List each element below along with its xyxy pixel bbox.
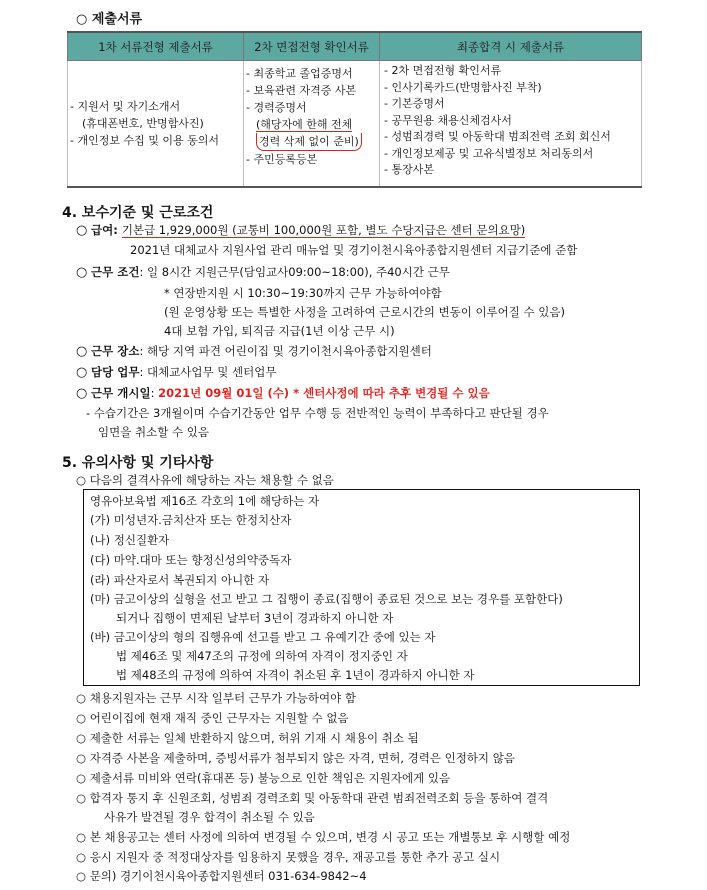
- hours-text: : 일 8시간 지원근무(담임교사09:00~18:00), 주40시간 근무: [139, 265, 450, 279]
- hours-note: 4대 보험 가입, 퇴직금 지급(1년 이상 근무 시): [164, 324, 395, 338]
- bullet-circle: ○: [76, 344, 88, 359]
- note-item: ○ 본 채용공고는 센터 사정에 의하여 변경될 수 있으며, 변경 시 공고 또는 개별통보 후 시행할 예정: [76, 830, 571, 844]
- pay-line: ○ 급여: 기본급 1,929,000원 (교통비 100,000원 포함, 별도 수당지급은 센터 문의요망): [76, 223, 526, 238]
- list-item: (다) 마약.대마 또는 향정신성의약중독자: [90, 553, 292, 567]
- note-item: 사유가 발견될 경우 합격이 취소될 수 있음: [104, 810, 315, 824]
- list-item: 되거나 집행이 면제된 날부터 3년이 경과하지 아니한 자: [116, 611, 394, 625]
- note-item: ○ 자격증 사본을 제출하며, 증빙서류가 첨부되지 않은 자격, 면허, 경력은 인정하지 않음: [76, 751, 515, 765]
- bullet-circle: ○: [76, 265, 88, 280]
- list-item: - 주민등록등본: [246, 153, 318, 166]
- table-row: [68, 61, 642, 188]
- list-item: 영유아보육법 제16조 각호의 1에 해당하는 자: [90, 494, 320, 508]
- hours-note: * 연장반지원 시 10:30~19:30까지 근무 가능하여야함: [164, 286, 442, 300]
- list-item: - 경력증명서: [246, 101, 307, 114]
- duty-text: : 대체교사업무 및 센터업무: [139, 365, 277, 379]
- section-5-title: 5. 유의사항 및 기타사항: [62, 455, 214, 471]
- place-label: 근무 장소: [91, 344, 140, 358]
- pay-note: 2021년 대체교사 지원사업 관리 매뉴얼 및 경기이천시육아종합지원센터 지급기준에 준함: [130, 243, 578, 257]
- list-item: (바) 금고이상의 형의 집행유예 선고를 받고 그 유예기간 중에 있는 자: [90, 630, 436, 644]
- list-item: (나) 정신질환자: [90, 533, 170, 547]
- list-item: 법 제48조의 규정에 의하여 자격이 취소된 후 1년이 경과하지 아니한 자: [116, 668, 475, 682]
- section-4-title: 4. 보수기준 및 근로조건: [62, 205, 214, 221]
- highlighted-note: 경력 삭제 없이 준비): [256, 133, 362, 151]
- first-round-docs-cell: [68, 61, 244, 188]
- note-item: ○ 채용지원자는 근무 시작 일부터 근무가 가능하여야 함: [76, 691, 357, 705]
- list-item: (가) 미성년자.금치산자 또는 한정치산자: [90, 513, 292, 527]
- list-item: - 최종학교 졸업증명서: [246, 67, 353, 80]
- table-header-row: [68, 32, 642, 61]
- highlighted-note: (해당자에 한해 전체: [256, 118, 353, 131]
- column-header: 1차 서류전형 제출서류: [68, 32, 244, 61]
- disqualification-intro: ○ 다음의 결격사유에 해당하는 자는 채용할 수 없음: [76, 473, 334, 487]
- bullet-circle: ○: [76, 365, 88, 380]
- probation-line: - 수습기간은 3개월이며 수습기간동안 업무 수행 등 전반적인 능력이 부족하다고 판단될 경우: [86, 406, 549, 420]
- final-docs-cell: [380, 61, 642, 188]
- place-text: : 해당 지역 파견 어린이집 및 경기이천시육아종합지원센터: [139, 344, 432, 358]
- bullet-circle: ○: [76, 223, 88, 238]
- hours-line: [76, 264, 450, 280]
- column-header: 2차 면접전형 확인서류: [244, 32, 380, 61]
- interview-docs-cell: [244, 61, 380, 188]
- list-item: (휴대폰번호, 반명함사진): [82, 117, 204, 130]
- probation-line: 임면을 취소할 수 있음: [98, 425, 209, 439]
- list-item: - 기본증명서: [384, 97, 445, 110]
- list-item: - 개인정보제공 및 고유식별정보 처리동의서: [384, 146, 594, 160]
- list-item: - 공무원용 채용신체검사서: [384, 113, 512, 127]
- list-item: - 지원서 및 자기소개서: [70, 100, 181, 113]
- note-item: ○ 제출한 서류는 일체 반환하지 않으며, 허위 기재 시 채용이 취소 됨: [76, 731, 419, 745]
- list-item: - 통장사본: [384, 163, 434, 176]
- start-text: :: [150, 386, 159, 400]
- contact-line: ○ 문의) 경기이천시육아종합지원센터 031-634-9842~4: [76, 869, 367, 883]
- duty-line: [76, 364, 277, 380]
- pay-text: 기본급 1,929,000원 (교통비 100,000원 포함, 별도 수당지급은 센터 문의요망): [121, 223, 526, 237]
- bullet-circle: ○: [76, 386, 88, 401]
- hours-label: 근무 조건: [91, 265, 140, 279]
- list-item: (라) 파산자로서 복권되지 아니한 자: [90, 573, 270, 587]
- start-date: 2021년 09월 01일 (수) * 센터사정에 따라 추후 변경될 수 있음: [158, 386, 490, 400]
- note-item: ○ 제출서류 미비와 연락(휴대폰 등) 불능으로 인한 책임은 지원자에게 있음: [76, 771, 451, 785]
- place-line: [76, 343, 432, 359]
- list-item: (마) 금고이상의 실형을 선고 받고 그 집행이 종료(집행이 종료된 것으로 보는 경우를 포함한다): [90, 592, 563, 606]
- list-item: - 개인정보 수집 및 이용 동의서: [70, 134, 219, 147]
- list-item: 법 제46조 및 제47조의 규정에 의하여 자격이 정지중인 자: [116, 649, 408, 663]
- start-line: [76, 385, 490, 401]
- list-item: - 성범죄경력 및 아동학대 범죄전력 조회 회신서: [384, 130, 611, 143]
- submit-docs-table: [67, 31, 642, 188]
- submit-docs-heading: ○ 제출서류: [76, 12, 143, 27]
- start-label: 근무 개시일: [91, 386, 151, 400]
- list-item: - 인사기록카드(반명함사진 부착): [384, 80, 542, 94]
- list-item: - 2차 면접전형 확인서류: [384, 64, 502, 77]
- hours-note: (원 운영상황 또는 특별한 사정을 고려하여 근로시간의 변동이 이루어질 수 있음): [164, 305, 566, 319]
- column-header: 최종합격 시 제출서류: [380, 32, 642, 61]
- duty-label: 담당 업무: [91, 365, 140, 379]
- note-item: ○ 합격자 통지 후 신원조회, 성범죄 경력조회 및 아동학대 관련 범죄전력조회 등을 통하여 결격: [76, 791, 549, 805]
- list-item: - 보육관련 자격증 사본: [246, 84, 357, 97]
- note-item: ○ 응시 지원자 중 적정대상자를 임용하지 못했을 경우, 재공고를 통한 추가 공고 실시: [76, 850, 501, 864]
- pay-label: 급여: [91, 223, 114, 237]
- note-item: ○ 어린이집에 현재 재직 중인 근무자는 지원할 수 없음: [76, 711, 349, 725]
